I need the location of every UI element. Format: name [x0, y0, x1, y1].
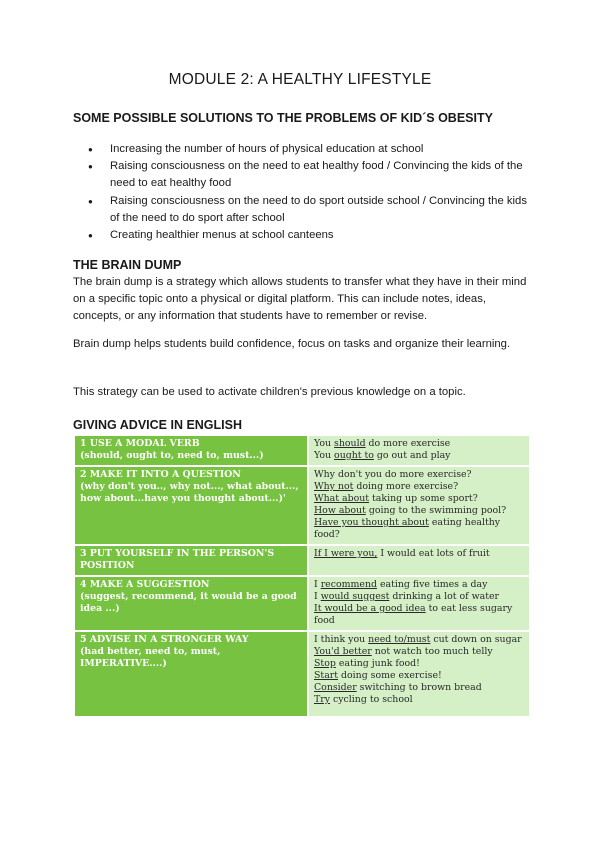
advice-strategy-cell — [75, 436, 308, 466]
advice-example-line: How about going to the swimming pool? — [314, 505, 507, 516]
advice-example-line: Try cycling to school — [314, 694, 413, 705]
brain-dump-paragraph-3: This strategy can be used to activate children's previous knowledge on a topic. — [73, 386, 466, 398]
advice-strategy-title: 2 MAKE IT INTO A QUESTION — [80, 469, 241, 480]
advice-example-line: Why don't you do more exercise? — [314, 469, 472, 480]
advice-example-line: If I were you, I would eat lots of fruit — [314, 548, 490, 559]
advice-strategy-examples: (had better, need to, must, IMPERATIVE....) — [80, 646, 221, 669]
advice-examples-cell — [308, 545, 529, 576]
table-row — [75, 545, 529, 576]
advice-strategy-cell — [75, 545, 308, 576]
advice-examples-cell — [308, 466, 529, 545]
brain-dump-paragraph-1: The brain dump is a strategy which allows students to transfer what they have in their mind on a specific topic onto a physical or digital platform. This can include notes, ideas, concepts, or any information that students have to remember or revise. — [73, 276, 527, 323]
page-title: MODULE 2: A HEALTHY LIFESTYLE — [168, 71, 432, 88]
advice-strategy-title: 3 PUT YOURSELF IN THE PERSON'S POSITION — [80, 548, 275, 571]
advice-key-phrase: Start — [314, 670, 339, 681]
advice-key-phrase: Why not — [314, 481, 354, 492]
brain-dump-heading: THE BRAIN DUMP — [73, 258, 182, 272]
advice-example-line: Have you thought about eating healthy food? — [314, 517, 501, 540]
advice-strategy-title: 4 MAKE A SUGGESTION — [80, 579, 210, 590]
advice-strategy-examples: (should, ought to, need to, must...) — [80, 450, 264, 461]
brain-dump-paragraph-2: Brain dump helps students build confidence, focus on tasks and organize their learning. — [73, 338, 511, 350]
advice-strategy-title: 5 ADVISE IN A STRONGER WAY — [80, 634, 249, 645]
advice-example-line: I would suggest drinking a lot of water — [314, 591, 500, 602]
advice-key-phrase: should — [334, 438, 366, 449]
table-row — [75, 436, 529, 466]
advice-table — [75, 436, 529, 718]
advice-key-phrase: How about — [314, 505, 366, 516]
advice-example-line: Stop eating junk food! — [314, 658, 420, 669]
solutions-list — [73, 141, 533, 244]
table-row — [75, 631, 529, 717]
advice-example-line: You should do more exercise — [314, 438, 451, 449]
advice-example-line: What about taking up some sport? — [314, 493, 478, 504]
advice-key-phrase: If I were you, — [314, 548, 378, 559]
advice-key-phrase: What about — [314, 493, 370, 504]
advice-key-phrase: would suggest — [320, 591, 390, 602]
advice-key-phrase: It would be a good idea — [314, 603, 426, 614]
advice-example-line: Start doing some exercise! — [314, 670, 442, 681]
advice-strategy-examples: (suggest, recommend, it would be a good idea ...) — [80, 591, 297, 614]
advice-heading: GIVING ADVICE IN ENGLISH — [73, 418, 243, 432]
table-row — [75, 466, 529, 545]
advice-example-line: You ought to go out and play — [314, 450, 451, 461]
advice-example-line: You'd better not watch too much telly — [314, 646, 493, 657]
table-row — [75, 576, 529, 631]
advice-strategy-cell — [75, 466, 308, 545]
advice-example-line: I think you need to/must cut down on sugar — [314, 634, 522, 645]
advice-key-phrase: Try — [314, 694, 331, 705]
advice-example-line: I recommend eating five times a day — [314, 579, 488, 590]
advice-strategy-cell — [75, 631, 308, 717]
advice-examples-cell — [308, 576, 529, 631]
advice-strategy-title: 1 USE A MODAL VERB — [80, 438, 200, 449]
advice-example-line: It would be a good idea to eat less sugary food — [314, 603, 513, 626]
advice-example-line: Consider switching to brown bread — [314, 682, 482, 693]
advice-strategy-examples: (why don't you.., why not..., what about..., how about...have you thought about...)' — [80, 481, 299, 504]
list-item: ● Creating healthier menus at school canteens — [73, 227, 533, 244]
advice-key-phrase: Stop — [314, 658, 336, 669]
advice-key-phrase: need to/must — [368, 634, 431, 645]
advice-key-phrase: Consider — [314, 682, 357, 693]
advice-key-phrase: Have you thought about — [314, 517, 429, 528]
advice-key-phrase: ought to — [334, 450, 374, 461]
list-item: ● Raising consciousness on the need to do sport outside school / Convincing the kids of the need to do sport after school — [73, 193, 533, 227]
advice-examples-cell — [308, 436, 529, 466]
advice-strategy-cell — [75, 576, 308, 631]
advice-key-phrase: You'd better — [314, 646, 372, 657]
advice-key-phrase: recommend — [320, 579, 377, 590]
list-item: ● Increasing the number of hours of physical education at school — [73, 141, 533, 158]
advice-examples-cell — [308, 631, 529, 717]
solutions-heading: SOME POSSIBLE SOLUTIONS TO THE PROBLEMS OF KID´S OBESITY — [73, 111, 493, 125]
list-item: ● Raising consciousness on the need to eat healthy food / Convincing the kids of the need to eat healthy food — [73, 158, 533, 192]
advice-example-line: Why not doing more exercise? — [314, 481, 459, 492]
